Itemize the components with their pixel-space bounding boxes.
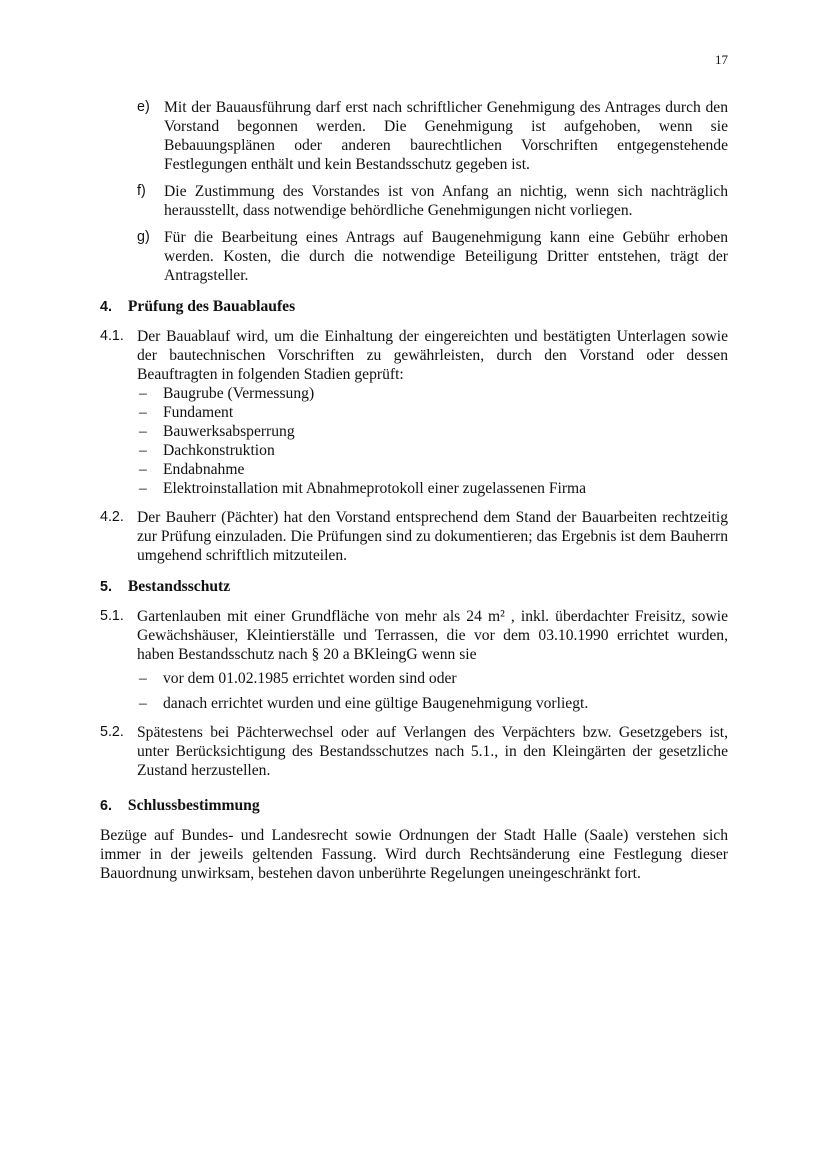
clause-label: 5.2. xyxy=(100,724,124,740)
section-number: 6. xyxy=(100,798,112,814)
section-heading-6 xyxy=(100,796,728,816)
list-item: – Fundament xyxy=(137,403,728,422)
final-paragraph: Bezüge auf Bundes- und Landesrecht sowie Ordnungen der Stadt Halle (Saale) verstehen sich immer in der jeweils geltenden Fassung. Wird durch Rechtsänderung eine Festlegung dieser Bauordnung unwirksam, bestehen davon unberührte Regelungen uneingeschränkt fort. xyxy=(100,827,728,882)
item-text: Die Zustimmung des Vorstandes ist von Anfang an nichtig, wenn sich nachträglich herausstellt, dass notwendige behördliche Genehmigungen nicht vorliegen. xyxy=(164,183,728,219)
section-title: Bestandsschutz xyxy=(127,578,231,595)
clause-5-1 xyxy=(100,607,728,713)
clause-5-2 xyxy=(100,723,728,780)
list-item-g xyxy=(100,228,728,285)
list-item-e xyxy=(100,98,728,174)
clause-text: Der Bauablauf wird, um die Einhaltung der eingereichten und bestätigten Unterlagen sowie der bautechnischen Vorschriften zu gewährleisten, durch den Vorstand oder dessen Beauftragten in folgenden Stadien geprüft: xyxy=(137,328,728,383)
list-item: – Elektroinstallation mit Abnahmeprotokoll einer zugelassenen Firma xyxy=(137,479,728,498)
clause-text: Spätestens bei Pächterwechsel oder auf Verlangen des Verpächters bzw. Gesetzgebers ist, unter Berücksichtigung des Bestandsschutzes nach 5.1., in den Kleingärten der gesetzliche Zustand herzustellen. xyxy=(137,724,728,779)
page-number: 17 xyxy=(715,52,728,67)
list-item: – danach errichtet wurden und eine gültige Baugenehmigung vorliegt. xyxy=(137,694,728,713)
clause-label: 4.2. xyxy=(100,509,124,525)
list-item: – vor dem 01.02.1985 errichtet worden sind oder xyxy=(137,669,728,688)
list-item: – Endabnahme xyxy=(137,460,728,479)
list-item: – Baugrube (Vermessung) xyxy=(137,384,728,403)
page-content xyxy=(100,98,728,883)
item-label: g) xyxy=(137,229,150,245)
clause-label: 4.1. xyxy=(100,328,124,344)
section-number: 5. xyxy=(100,579,112,595)
section-title: Schlussbestimmung xyxy=(127,797,260,814)
clause-4-2 xyxy=(100,508,728,565)
clause-label: 5.1. xyxy=(100,608,124,624)
section-heading-5 xyxy=(100,577,728,597)
clause-text: Gartenlauben mit einer Grundfläche von mehr als 24 m² , inkl. überdachter Freisitz, sowie Gewächshäuser, Kleintierställe und Terrassen, die vor dem 03.10.1990 errichtet wurden, haben Bestandsschutz nach § 20 a BKleingG wenn sie xyxy=(137,608,728,663)
item-text: Mit der Bauausführung darf erst nach schriftlicher Genehmigung des Antrages durch den Vorstand begonnen werden. Die Genehmigung ist aufgehoben, wenn sie Bebauungsplänen oder anderen baurechtlichen Vorschriften entgegenstehende Festlegungen enthält und kein Bestandsschutz gegeben ist. xyxy=(164,99,728,173)
section-heading-4 xyxy=(100,297,728,317)
section-title: Prüfung des Bauablaufes xyxy=(127,298,296,315)
item-text: Für die Bearbeitung eines Antrags auf Baugenehmigung kann eine Gebühr erhoben werden. Kosten, die durch die notwendige Beteiligung Dritter entstehen, trägt der Antragsteller. xyxy=(164,229,728,284)
clause-4-1 xyxy=(100,327,728,498)
list-item: – Dachkonstruktion xyxy=(137,441,728,460)
item-label: e) xyxy=(137,99,150,115)
inspection-stages-list xyxy=(137,384,728,498)
section-number: 4. xyxy=(100,299,112,315)
item-label: f) xyxy=(137,183,146,199)
conditions-list xyxy=(137,669,728,713)
list-item: – Bauwerksabsperrung xyxy=(137,422,728,441)
list-item-f xyxy=(100,182,728,220)
clause-text: Der Bauherr (Pächter) hat den Vorstand entsprechend dem Stand der Bauarbeiten rechtzeitig zur Prüfung einzuladen. Die Prüfungen sind zu dokumentieren; das Ergebnis ist dem Bauherrn umgehend schriftlich mitzuteilen. xyxy=(137,509,728,564)
